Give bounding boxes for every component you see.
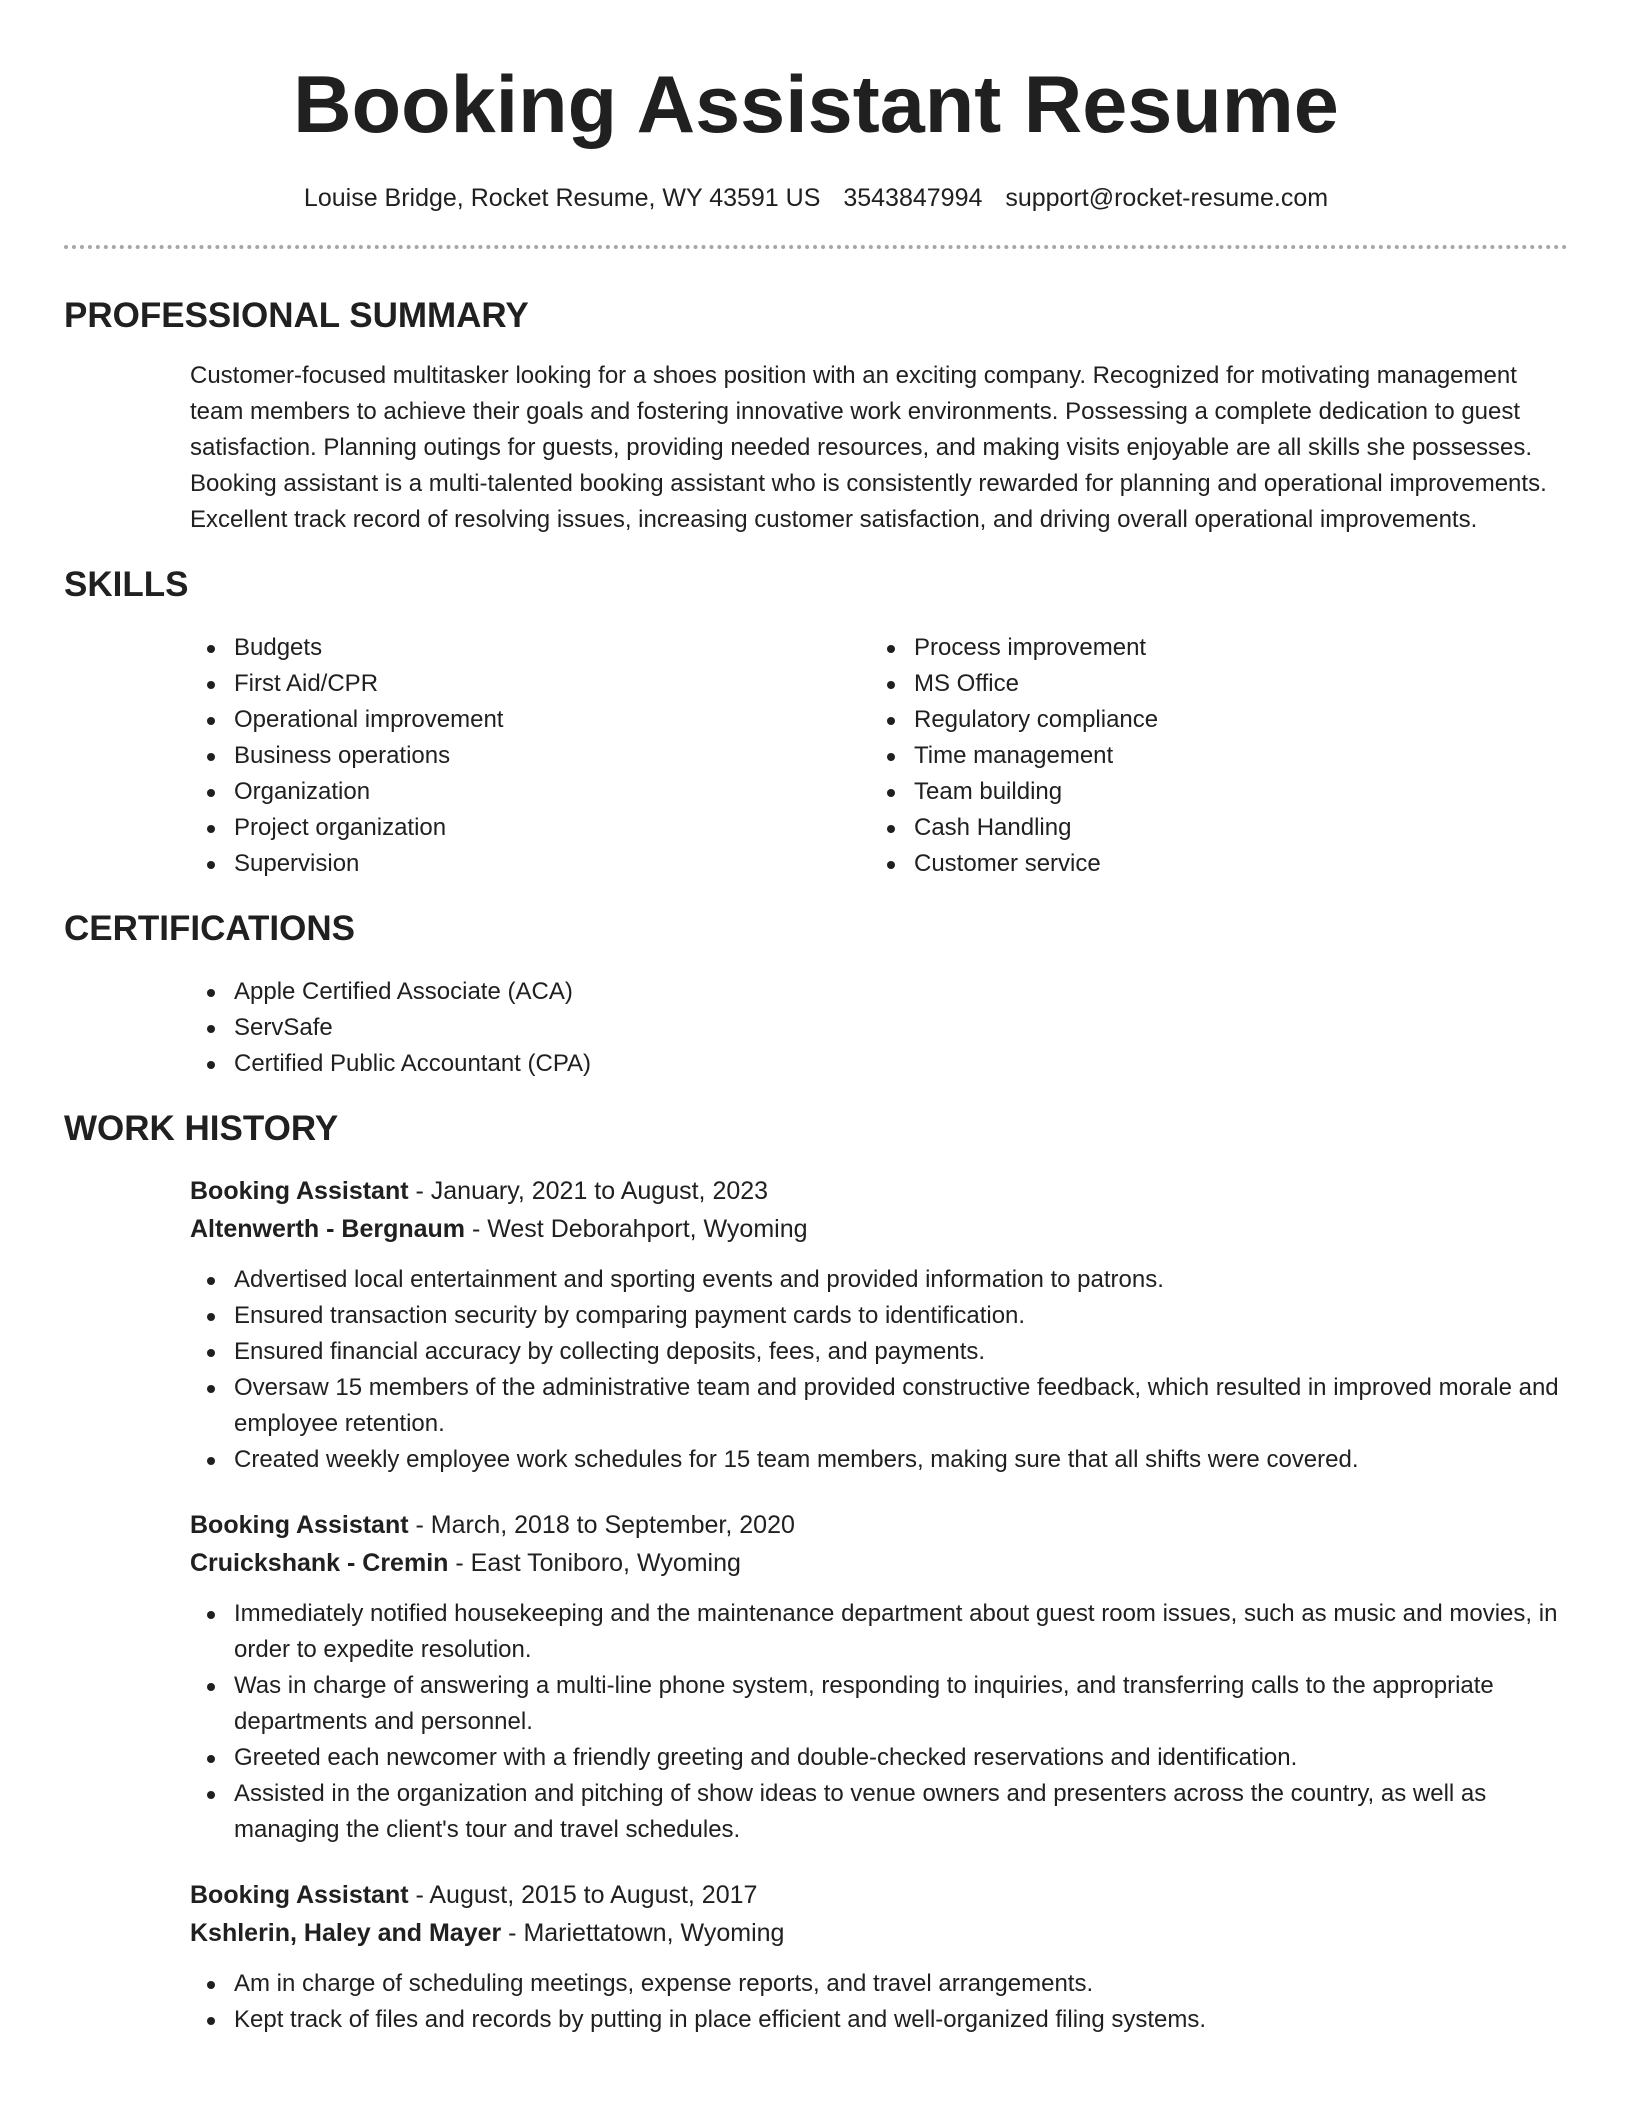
skills-heading: SKILLS — [64, 565, 189, 604]
job-title-line — [190, 1876, 1568, 1914]
job-duties-list — [190, 1262, 1568, 1478]
certification-item: Apple Certified Associate (ACA) — [190, 974, 1568, 1010]
professional-summary-heading: PROFESSIONAL SUMMARY — [64, 296, 529, 335]
job-dates: - January, 2021 to August, 2023 — [408, 1177, 769, 1205]
contact-phone: 3543847994 — [843, 184, 983, 212]
job-duty: Kept track of files and records by putting in place efficient and well-organized filing systems. — [190, 2002, 1568, 2038]
job-entry — [190, 1876, 1568, 2038]
certification-item: ServSafe — [190, 1010, 1568, 1046]
job-dates: - March, 2018 to September, 2020 — [408, 1511, 795, 1539]
skill-item: MS Office — [870, 666, 1550, 702]
certifications-section — [64, 908, 1568, 1082]
job-title: Booking Assistant — [190, 1511, 409, 1539]
skills-section — [64, 564, 1568, 882]
job-dates: - August, 2015 to August, 2017 — [408, 1881, 758, 1909]
job-duties-list — [190, 1596, 1568, 1848]
skill-item: Project organization — [190, 810, 870, 846]
job-company-line — [190, 1544, 1568, 1582]
job-duty: Assisted in the organization and pitching of show ideas to venue owners and presenters across the country, as well as managing the client's tour and travel schedules. — [190, 1776, 1568, 1848]
job-company: Kshlerin, Haley and Mayer — [190, 1919, 502, 1947]
job-duty: Oversaw 15 members of the administrative team and provided constructive feedback, which resulted in improved morale and employee retention. — [190, 1370, 1568, 1442]
contact-email: support@rocket-resume.com — [1005, 184, 1329, 212]
skills-list — [190, 630, 1568, 882]
skill-item: Supervision — [190, 846, 870, 882]
skill-item: Team building — [870, 774, 1550, 810]
job-duty: Was in charge of answering a multi-line phone system, responding to inquiries, and transferring calls to the appropriate departments and personnel. — [190, 1668, 1568, 1740]
job-duty: Greeted each newcomer with a friendly greeting and double-checked reservations and identification. — [190, 1740, 1568, 1776]
job-duty: Created weekly employee work schedules for 15 team members, making sure that all shifts were covered. — [190, 1442, 1568, 1478]
job-location: - East Toniboro, Wyoming — [448, 1549, 741, 1577]
work-history-heading: WORK HISTORY — [64, 1109, 339, 1148]
job-entry — [190, 1172, 1568, 1478]
skill-item: Customer service — [870, 846, 1550, 882]
skill-item: Cash Handling — [870, 810, 1550, 846]
job-location: - West Deborahport, Wyoming — [465, 1215, 808, 1243]
skill-item: Operational improvement — [190, 702, 870, 738]
job-company: Cruickshank - Cremin — [190, 1549, 449, 1577]
skill-item: Process improvement — [870, 630, 1550, 666]
header-divider — [64, 245, 1568, 249]
job-duty: Immediately notified housekeeping and the maintenance department about guest room issues, such as music and movies, in order to expedite resolution. — [190, 1596, 1568, 1668]
job-duty: Am in charge of scheduling meetings, expense reports, and travel arrangements. — [190, 1966, 1568, 2002]
job-company-line — [190, 1210, 1568, 1248]
certifications-list — [190, 974, 1568, 1082]
job-duty: Advertised local entertainment and sporting events and provided information to patrons. — [190, 1262, 1568, 1298]
job-duties-list — [190, 1966, 1568, 2038]
skills-right-column — [870, 630, 1550, 882]
resume-header — [64, 0, 1568, 249]
job-company: Altenwerth - Bergnaum — [190, 1215, 466, 1243]
job-company-line — [190, 1914, 1568, 1952]
job-title-line — [190, 1506, 1568, 1544]
skills-left-column — [190, 630, 870, 882]
contact-address: Louise Bridge, Rocket Resume, WY 43591 US — [303, 184, 821, 212]
certification-item: Certified Public Accountant (CPA) — [190, 1046, 1568, 1082]
resume-title: Booking Assistant Resume — [293, 60, 1339, 150]
skill-item: Business operations — [190, 738, 870, 774]
job-duty: Ensured transaction security by comparing payment cards to identification. — [190, 1298, 1568, 1334]
job-title: Booking Assistant — [190, 1177, 409, 1205]
professional-summary-section — [64, 295, 1568, 538]
skill-item: Regulatory compliance — [870, 702, 1550, 738]
job-title: Booking Assistant — [190, 1881, 409, 1909]
skill-item: Budgets — [190, 630, 870, 666]
skill-item: First Aid/CPR — [190, 666, 870, 702]
certifications-heading: CERTIFICATIONS — [64, 909, 356, 948]
job-title-line — [190, 1172, 1568, 1210]
skill-item: Organization — [190, 774, 870, 810]
job-location: - Mariettatown, Wyoming — [501, 1919, 785, 1947]
contact-line — [64, 181, 1568, 215]
job-duty: Ensured financial accuracy by collecting deposits, fees, and payments. — [190, 1334, 1568, 1370]
professional-summary-text: Customer-focused multitasker looking for a shoes position with an exciting company. Recognized for motivating management team members to achieve their goals and fostering innovative work environments. Possessing a complete dedication to guest satisfaction. Planning outings for guests, providing needed resources, and making visits enjoyable are all skills she possesses. Booking assistant is a multi-talented booking assistant who is consistently rewarded for planning and operational improvements. Excellent track record of resolving issues, increasing customer satisfaction, and driving overall operational improvements. — [190, 362, 1547, 533]
skill-item: Time management — [870, 738, 1550, 774]
work-history-section — [64, 1108, 1568, 2038]
job-entry — [190, 1506, 1568, 1848]
